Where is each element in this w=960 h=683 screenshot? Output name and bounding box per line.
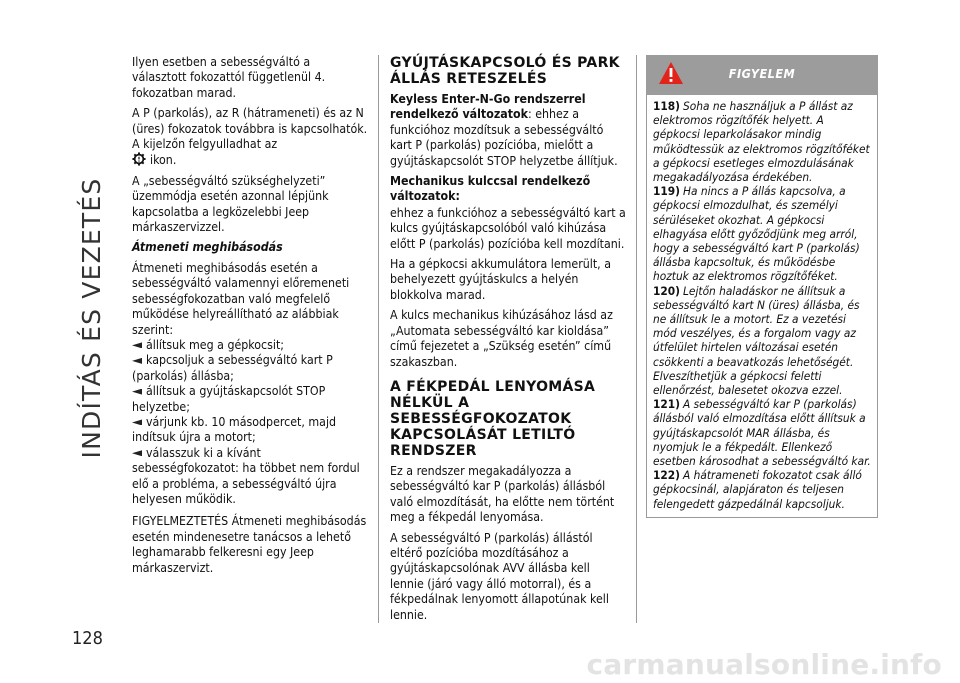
list-item-text: válasszuk ki a kívánt sebességfokozatot: ha többet nem fordul elő a probléma, a sebességváltó újra helyesen működik.	[132, 445, 360, 506]
list-item-text: állítsuk a gyújtáskapcsolót STOP helyzetbe;	[132, 384, 326, 414]
warning-title: FIGYELEM	[728, 66, 796, 81]
paragraph	[390, 92, 626, 169]
column-divider	[378, 55, 379, 623]
section-heading: GYÚJTÁSKAPCSOLÓ ÉS PARK ÁLLÁS RETESZELÉS	[390, 55, 620, 87]
paragraph-text: A P (parkolás), az R (hátrameneti) és az N (üres) fokozatok továbbra is kapcsolhatók. A kijelzőn felgyulladhat az	[132, 106, 368, 152]
warning-item	[653, 468, 871, 511]
paragraph: FIGYELMEZTETÉS Átmeneti meghibásodás esetén mindenesetre tanácsos a lehető leghamarabb felkeresni egy Jeep márkaszervizt.	[132, 514, 367, 575]
bullet-marker-icon	[132, 419, 142, 425]
paragraph: ehhez a funkcióhoz a sebességváltó kart a kulcs gyújtáskapcsolóból való kihúzása előtt P (parkolás) pozícióba kell mozdítani.	[390, 205, 626, 251]
warning-body	[646, 95, 878, 518]
list-item	[132, 353, 368, 384]
list-item	[132, 446, 368, 508]
bullet-marker-icon	[132, 389, 142, 395]
warning-item	[653, 184, 871, 283]
warning-item	[653, 397, 871, 468]
paragraph: Ilyen esetben a sebességváltó a választott fokozattól függetlenül 4. fokozatban marad.	[132, 55, 326, 100]
paragraph: A „sebességváltó szükséghelyzeti” üzemmódja esetén azonnal lépjünk kapcsolatba a legközelebbi Jeep márkaszervizzel.	[132, 173, 329, 235]
warning-item-text: A hátrameneti fokozatot csak álló gépkocsinál, alapjáraton és teljesen felengedett gázpedálnál kapcsoljuk.	[653, 468, 862, 511]
list-item-text: kapcsoljuk a sebességváltó kart P (parkolás) állásba;	[132, 353, 333, 383]
paragraph	[132, 106, 368, 169]
paragraph-label: Keyless Enter-N-Go rendszerrel rendelkező változatok	[390, 92, 586, 122]
bullet-marker-icon	[132, 450, 142, 456]
list-item	[132, 384, 368, 415]
paragraph: Ez a rendszer megakadályozza a sebességváltó kar P (parkolás) állásból való elmozdítását, ha előtte nem történt meg a fékpedál lenyomása.	[390, 463, 615, 525]
subheading: Átmeneti meghibásodás	[132, 240, 283, 255]
warning-header	[646, 55, 878, 95]
bullet-marker-icon	[132, 358, 142, 364]
warning-item-number: 119)	[653, 184, 681, 199]
warning-item-text: Ha nincs a P állás kapcsolva, a gépkocsi elmozdulhat, és személyi sérüléseket okozhat. A gépkocsi elhagyása előtt győződjünk meg arról, hogy a sebességváltó kart P (parkolás) állásba kapcsoltuk, és működésbe hoztuk az elektromos rögzítőféket.	[653, 184, 860, 284]
warning-item	[653, 284, 871, 398]
bullet-marker-icon	[132, 342, 142, 348]
paragraph-text: : ehhez a funkcióhoz mozdítsuk a sebességváltó kart P (parkolás) pozícióba, mielőtt a gyújtáskapcsolót STOP helyzetbe állítjuk.	[390, 107, 618, 168]
warning-item-text: A sebességváltó kar P (parkolás) állásból való elmozdítása előtt állítsuk a gyújtáskapcsolót MAR állásba, és nyomjuk le a fékpedált. Ellenkező esetben károsodhat a sebességváltó kar.	[653, 397, 871, 469]
page-number: 128	[72, 628, 103, 649]
warning-item-number: 120)	[653, 283, 681, 298]
paragraph: A kulcs mechanikus kihúzásához lásd az „Automata sebességváltó kar kioldása” című fejezetet a „Szükség esetén” című szakaszban.	[390, 308, 613, 369]
list-item	[132, 415, 368, 446]
warning-item	[653, 99, 871, 184]
warning-item-number: 118)	[653, 99, 681, 113]
section-heading: A FÉKPEDÁL LENYOMÁSA NÉLKÜL A SEBESSÉGFOKOZATOK KAPCSOLÁSÁT LETILTÓ RENDSZER	[390, 378, 596, 459]
watermark: carmanualsonline.info	[586, 648, 942, 681]
warning-item-text: Soha ne használjuk a P állást az elektromos rögzítőfék helyett. A gépkocsi leparkolásakor mindig működtessük az elektromos rögzítőféket a gépkocsi esetleges elmozdulásának megakadályozása érdekében.	[653, 99, 870, 185]
svg-text:INDÍTÁS ÉS VEZETÉS: INDÍTÁS ÉS VEZETÉS	[77, 177, 106, 459]
bullet-list	[132, 338, 368, 507]
list-item-text: állítsuk meg a gépkocsit;	[146, 337, 285, 352]
paragraph: Ha a gépkocsi akkumulátora lemerült, a behelyezett gyújtáskulcs a helyén blokkolva marad.	[390, 257, 611, 302]
warning-item-number: 121)	[653, 397, 681, 412]
column-divider	[636, 55, 637, 623]
list-item-text: várjunk kb. 10 másodpercet, majd indítsuk újra a motort;	[132, 414, 337, 445]
gear-warning-icon	[132, 152, 146, 166]
text-column-2	[390, 55, 626, 628]
warning-item-text: Lejtőn haladáskor ne állítsuk a sebességváltó kart N (üres) állásba, és ne állítsuk le a motort. Ez a vezetési mód veszélyes, és a forgalom vagy az útfelület hirtelen változásai esetén csökkenti a beavatkozás lehetőségét. Elveszíthetjük a gépkocsi feletti ellenőrzést, balesetet okozva ezzel.	[653, 283, 860, 398]
warning-item-number: 122)	[653, 468, 681, 483]
warning-box	[646, 55, 878, 518]
chapter-side-title	[58, 60, 118, 600]
list-item	[132, 338, 368, 353]
paragraph: A sebességváltó P (parkolás) állástól eltérő pozícióba mozdításához a gyújtáskapcsolónak AVV állásba kell lennie (járó vagy álló motorral), és a fékpedálnak lenyomott állapotúnak kell lennie.	[390, 530, 609, 622]
paragraph: Átmeneti meghibásodás esetén a sebességváltó valamennyi előremeneti sebességfokozatban való megfelelő működése helyreállítható az alábbiak szerint:	[132, 260, 350, 337]
paragraph-text: ikon.	[150, 153, 177, 168]
paragraph-label: Mechanikus kulccsal rendelkező változatok:	[390, 174, 591, 204]
text-column-1	[132, 55, 368, 581]
